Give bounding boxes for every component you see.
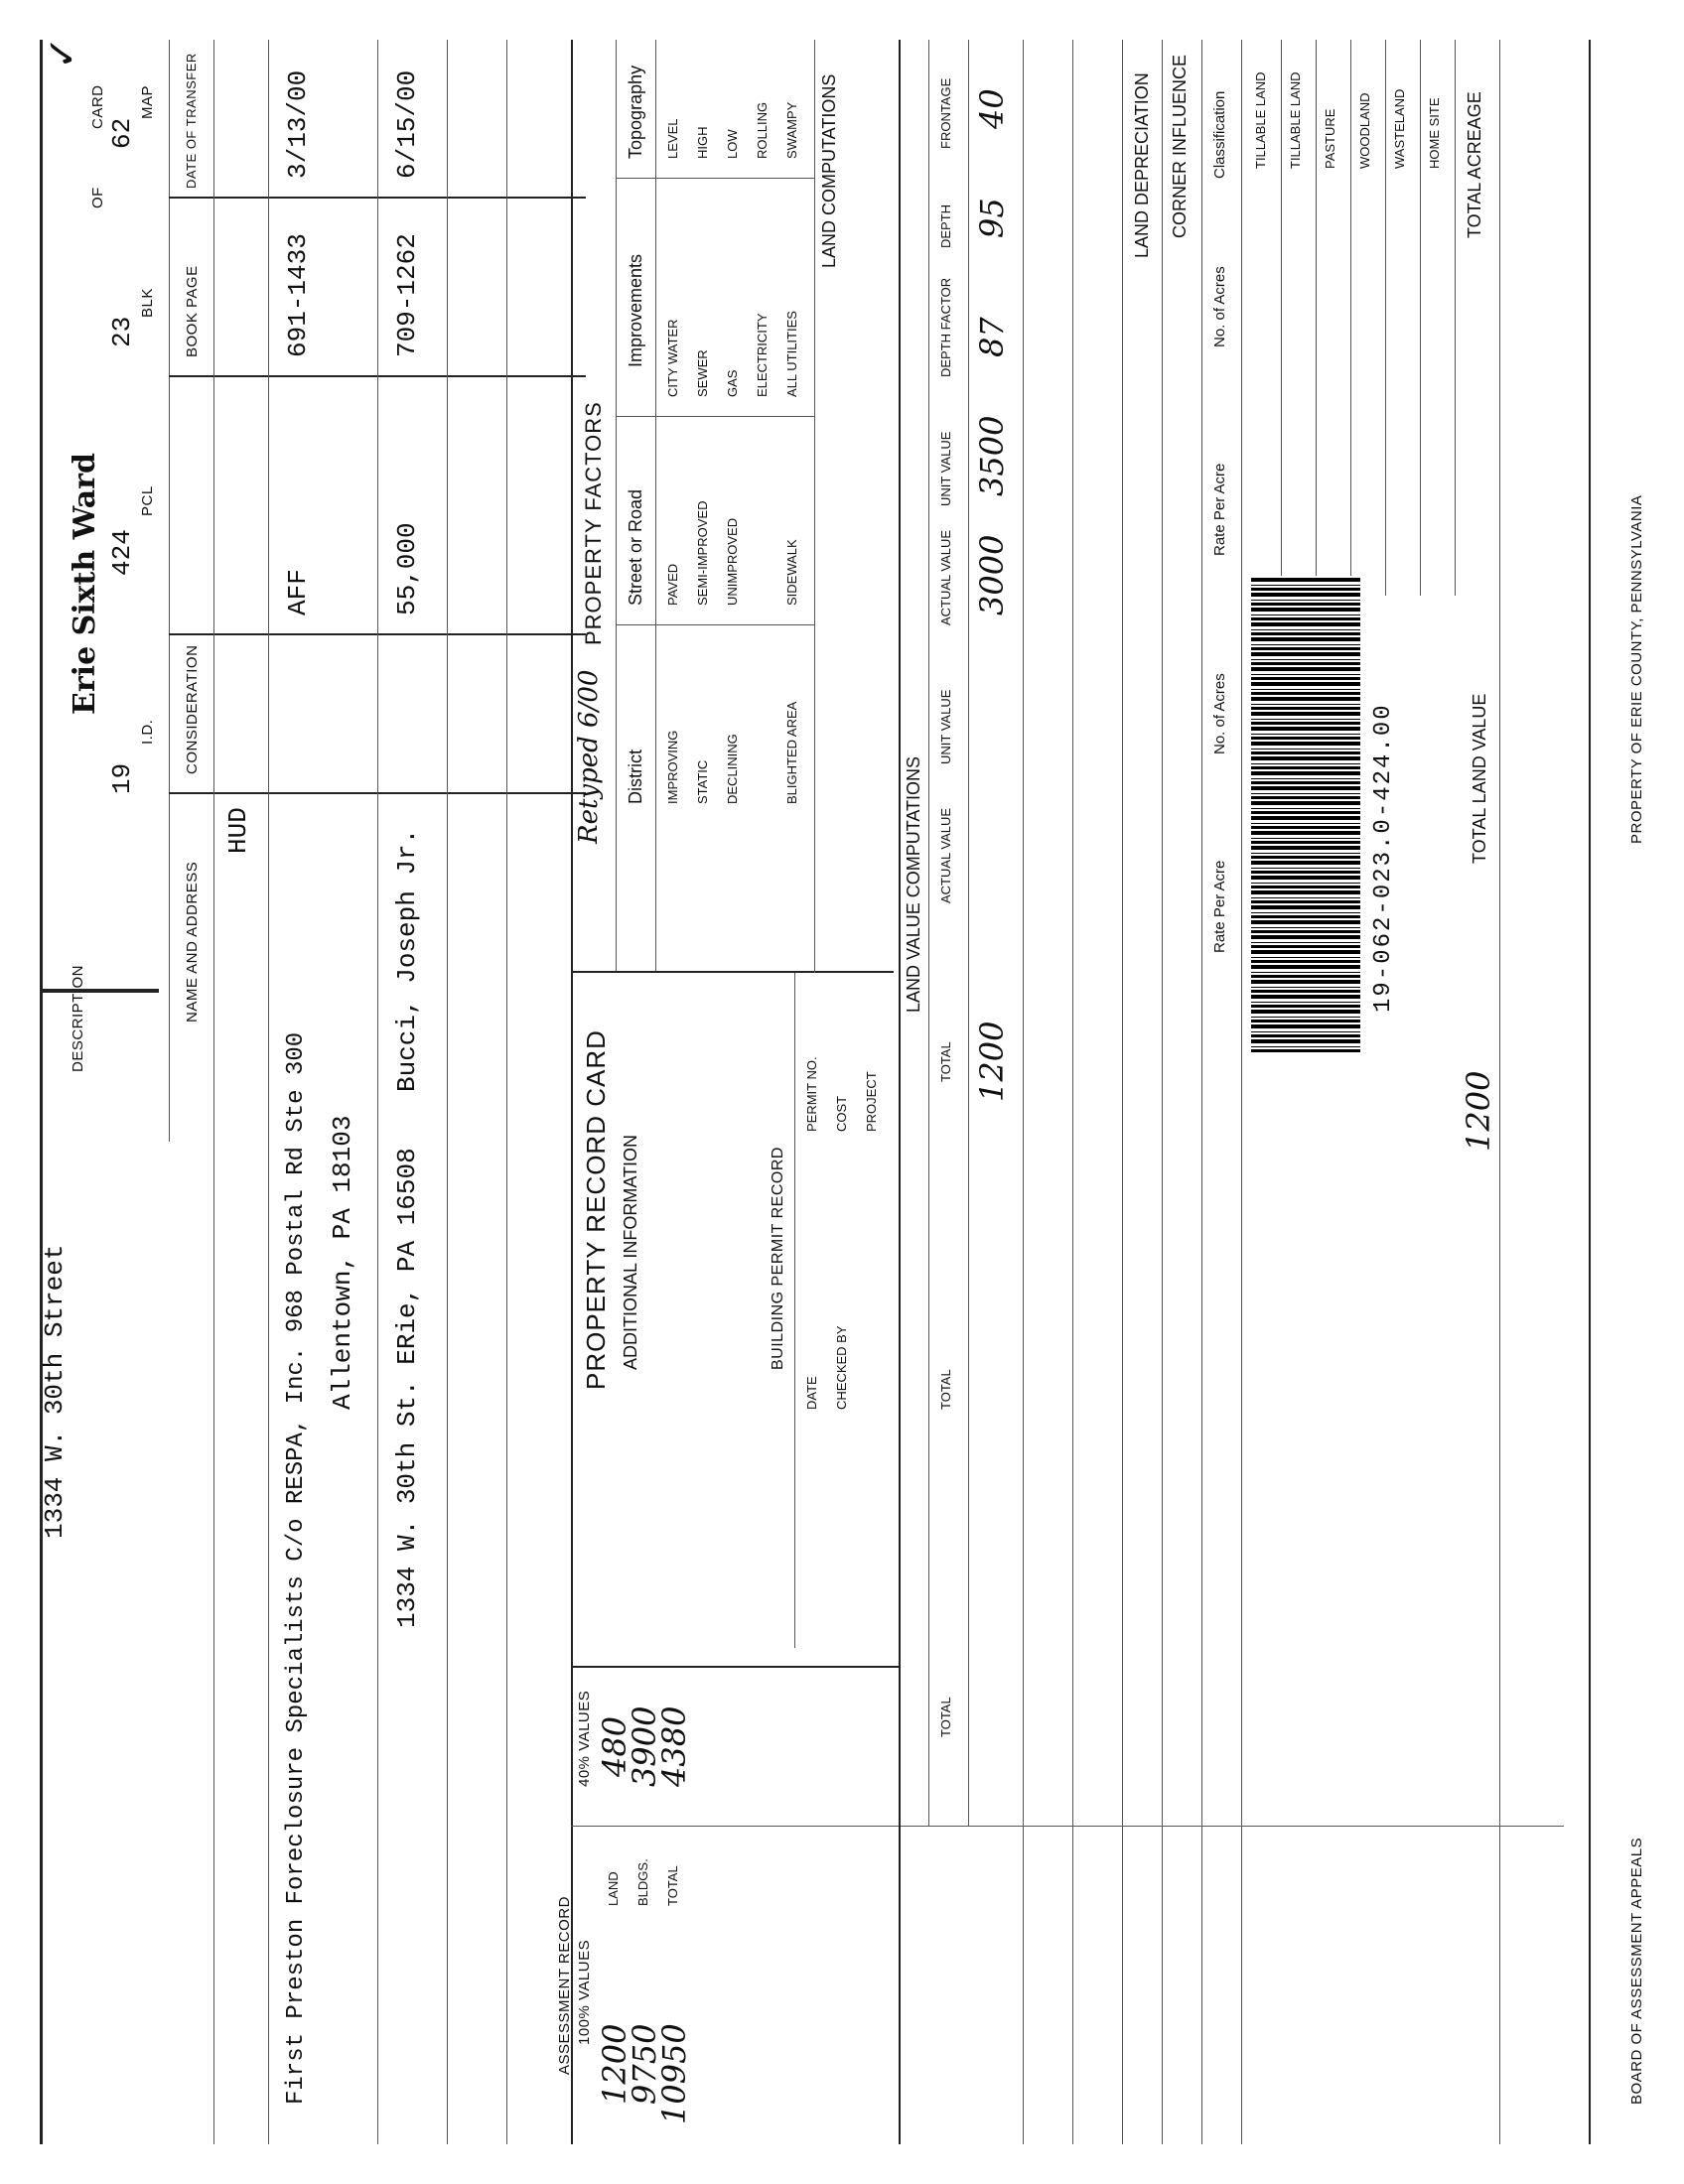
transfer-address-3: 1334 W. 30th St. ERie, PA 16508: [392, 1148, 422, 1628]
col-topography: Topography: [626, 65, 645, 159]
value-100-bldgs: 9750: [626, 2023, 663, 2105]
value-40-land: 480: [596, 1715, 633, 1777]
map-label: MAP: [139, 84, 156, 119]
class-col-rate-1: Rate Per Acre: [1211, 463, 1228, 556]
row-land: LAND: [606, 1871, 621, 1906]
retyped-note: Retyped 6/00: [574, 669, 604, 844]
checkmark: ✓: [40, 36, 85, 69]
row-bldgs: BLDGS.: [635, 1858, 650, 1906]
record-card-title: PROPERTY RECORD CARD: [581, 1029, 611, 1390]
property-factors-title: PROPERTY FACTORS: [581, 401, 606, 645]
col-depth-factor: DEPTH FACTOR: [938, 277, 953, 377]
blk-value: 23: [107, 316, 137, 347]
transfer-date-3: 6/15/00: [392, 69, 422, 179]
total-land-value: TOTAL LAND VALUE: [1470, 693, 1489, 864]
district-1: STATIC: [695, 759, 710, 804]
cost-label: COST: [834, 1095, 849, 1132]
transfer-name-2: First Preston Foreclosure Specialists C/o RESPA, Inc. 968 Postal Rd Ste 300: [283, 1031, 310, 2105]
date-label: DATE: [804, 1376, 819, 1410]
class-1: TILLABLE LAND: [1288, 71, 1303, 169]
value-40-bldgs: 3900: [626, 1706, 663, 1787]
card-label: CARD: [89, 84, 106, 129]
total-land-value-amount: 1200: [1460, 1070, 1497, 1152]
assessment-subtitle: 100% VALUES: [576, 1939, 593, 2045]
frontage-value: 40: [973, 88, 1011, 129]
depth-factor-value: 87: [973, 317, 1011, 357]
transfer-name-1: HUD: [223, 807, 253, 854]
class-2: PASTURE: [1323, 108, 1337, 169]
value-100-total: 10950: [655, 2023, 693, 2124]
pcl-value: 424: [107, 529, 137, 576]
col-total-3: TOTAL: [938, 1697, 953, 1737]
total-value: 1200: [973, 1021, 1011, 1102]
district-0: IMPROVING: [665, 730, 680, 804]
transfer-date-2: 3/13/00: [283, 69, 313, 179]
class-col-acres-1: No. of Acres: [1211, 266, 1228, 347]
col-improvements: Improvements: [626, 253, 645, 367]
barcode: [1251, 576, 1360, 1052]
col-depth: DEPTH: [938, 204, 953, 248]
pcl-label: PCL: [139, 485, 156, 516]
description-label: DESCRIPTION: [70, 964, 86, 1072]
district-3: BLIGHTED AREA: [784, 701, 799, 804]
values-40-label: 40% VALUES: [576, 1690, 593, 1787]
value-40-total: 4380: [655, 1706, 693, 1787]
col-frontage: FRONTAGE: [938, 77, 953, 149]
project-label: PROJECT: [864, 1071, 879, 1132]
transfer-book-2: 691-1433: [283, 233, 313, 357]
corner-influence: CORNER INFLUENCE: [1170, 54, 1190, 238]
topo-1: HIGH: [695, 126, 710, 159]
col-actual-value: ACTUAL VALUE: [938, 529, 953, 625]
depth-value: 95: [973, 198, 1011, 238]
checked-by-label: CHECKED BY: [834, 1325, 849, 1410]
district-2: DECLINING: [725, 734, 740, 804]
unit-value: 3500: [973, 415, 1011, 496]
col-total-1: TOTAL: [938, 1041, 953, 1082]
blk-label: BLK: [139, 288, 156, 318]
row-total: TOTAL: [665, 1865, 680, 1906]
topo-2: LOW: [725, 129, 740, 159]
col-district: District: [626, 750, 645, 804]
transfer-address-2: Allentown, PA 18103: [328, 1115, 357, 1410]
class-5: HOME SITE: [1427, 97, 1442, 169]
col-book-page: BOOK PAGE: [184, 265, 201, 357]
class-3: WOODLAND: [1357, 92, 1372, 169]
footer-left: PROPERTY OF ERIE COUNTY, PENNSYLVANIA: [1628, 494, 1645, 844]
col-actual-value-2: ACTUAL VALUE: [938, 807, 953, 903]
transfer-consideration-3: 55,000: [392, 522, 422, 615]
topo-4: SWAMPY: [784, 101, 799, 159]
class-0: TILLABLE LAND: [1253, 71, 1268, 169]
id-value: 19: [107, 762, 137, 794]
value-100-land: 1200: [596, 2023, 633, 2105]
permit-no-label: PERMIT NO.: [804, 1056, 819, 1132]
impr-2: GAS: [725, 369, 740, 397]
transfer-consideration-2: AFF: [283, 569, 313, 615]
barcode-number: 19-062-023.0-424.00: [1370, 703, 1397, 1013]
topo-0: LEVEL: [665, 118, 680, 159]
class-col-rate-2: Rate Per Acre: [1211, 860, 1228, 953]
actual-value: 3000: [973, 534, 1011, 615]
col-street: Street or Road: [626, 488, 645, 606]
class-col-classification: Classification: [1211, 90, 1228, 179]
street-0: PAVED: [665, 563, 680, 606]
assessment-title: ASSESSMENT RECORD: [556, 1896, 573, 2075]
impr-1: SEWER: [695, 349, 710, 397]
topo-3: ROLLING: [755, 101, 770, 159]
total-acreage: TOTAL ACREAGE: [1465, 91, 1484, 238]
additional-info: ADDITIONAL INFORMATION: [621, 1134, 640, 1370]
footer-right: BOARD OF ASSESSMENT APPEALS: [1628, 1837, 1645, 2105]
street-3: SIDEWALK: [784, 539, 799, 606]
col-date-of-transfer: DATE OF TRANSFER: [184, 53, 199, 189]
lvc-title: LAND VALUE COMPUTATIONS: [904, 755, 923, 1013]
class-4: WASTELAND: [1392, 88, 1407, 169]
col-name-address: NAME AND ADDRESS: [184, 861, 201, 1023]
street-1: SEMI-IMPROVED: [695, 500, 710, 606]
map-value: 62: [107, 117, 137, 149]
col-consideration: CONSIDERATION: [184, 644, 201, 774]
class-col-acres-2: No. of Acres: [1211, 673, 1228, 754]
street-2: UNIMPROVED: [725, 517, 740, 606]
impr-4: ALL UTILITIES: [784, 311, 799, 397]
col-unit-value-2: UNIT VALUE: [938, 689, 953, 764]
transfer-name-3: Bucci, Joseph Jr.: [392, 828, 422, 1092]
land-computations-label: LAND COMPUTATIONS: [819, 73, 839, 268]
permit-title: BUILDING PERMIT RECORD: [770, 1147, 786, 1370]
transfer-book-3: 709-1262: [392, 233, 422, 357]
land-depreciation: LAND DEPRECIATION: [1132, 72, 1152, 258]
col-total-2: TOTAL: [938, 1369, 953, 1410]
ward-title: Erie Sixth Ward: [68, 453, 102, 715]
id-label: I.D.: [139, 719, 156, 745]
description-value: 1334 W. 30th Street: [40, 1244, 70, 1539]
of-label: OF: [89, 187, 106, 208]
col-unit-value: UNIT VALUE: [938, 431, 953, 506]
impr-0: CITY WATER: [665, 319, 680, 397]
impr-3: ELECTRICITY: [755, 313, 770, 397]
